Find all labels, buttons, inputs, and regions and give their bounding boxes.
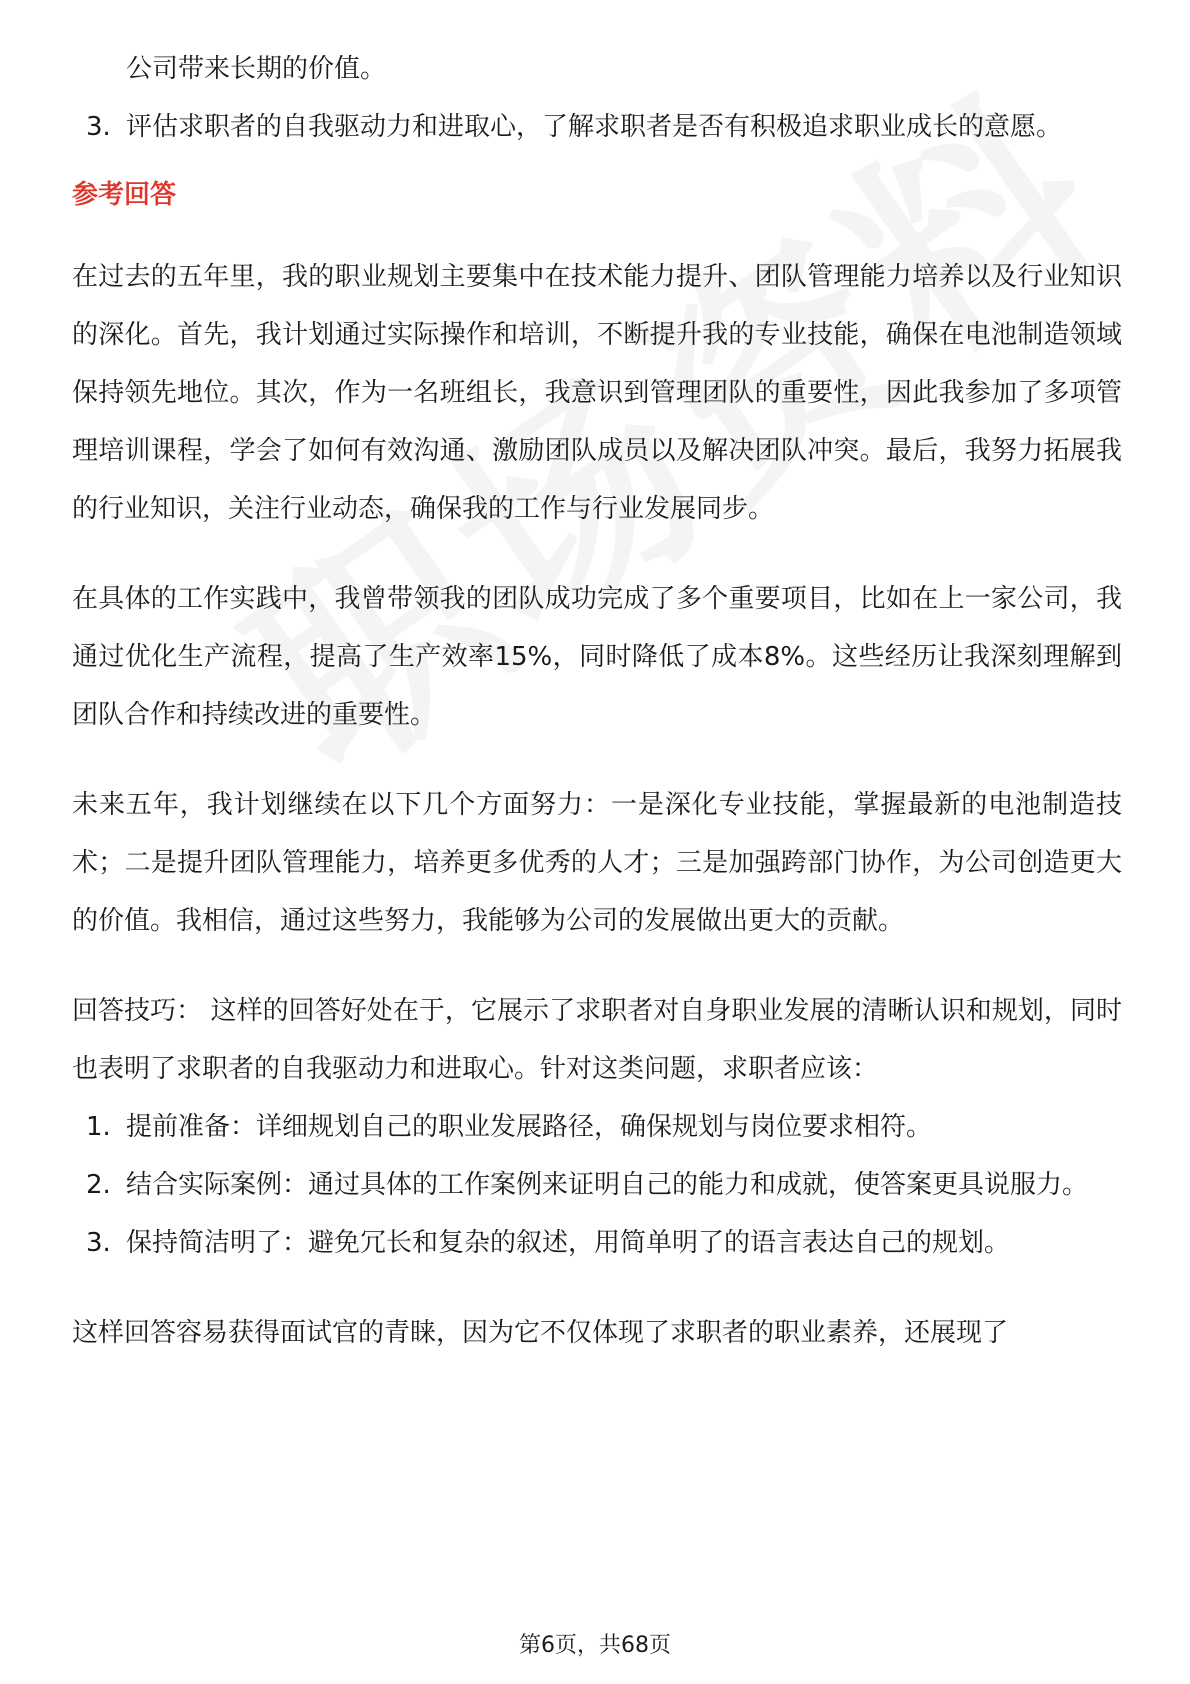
tip-number: 3. <box>86 1228 111 1258</box>
tips-intro: 回答技巧： 这样的回答好处在于，它展示了求职者对自身职业发展的清晰认识和规划，同时也表明了求职者的自我驱动力和进取心。针对这类问题，求职者应该： <box>72 996 1122 1084</box>
tip-item-2 <box>72 1156 1122 1214</box>
page-number: 第6页，共68页 <box>519 1633 671 1658</box>
answer-paragraph-1: 在过去的五年里，我的职业规划主要集中在技术能力提升、团队管理能力培养以及行业知识的深化。首先，我计划通过实际操作和培训，不断提升我的专业技能，确保在电池制造领域保持领先地位。其次，作为一名班组长，我意识到管理团队的重要性，因此我参加了多项管理培训课程，学会了如何有效沟通、激励团队成员以及解决团队冲突。最后，我努力拓展我的行业知识，关注行业动态，确保我的工作与行业发展同步。 <box>72 262 1122 524</box>
tip-number: 2. <box>86 1170 111 1200</box>
tip-text: 提前准备：详细规划自己的职业发展路径，确保规划与岗位要求相符。 <box>126 1112 933 1142</box>
tip-item-1 <box>72 1098 1122 1156</box>
list-item-text: 公司带来长期的价值。 <box>126 54 387 84</box>
page-content <box>72 40 1122 1362</box>
list-item-number: 3. <box>86 112 111 142</box>
closing-paragraph: 这样回答容易获得面试官的青睐，因为它不仅体现了求职者的职业素养，还展现了 <box>72 1318 1009 1348</box>
tip-item-3 <box>72 1214 1122 1272</box>
section-title: 参考回答 <box>72 180 177 210</box>
tip-text: 结合实际案例：通过具体的工作案例来证明自己的能力和成就，使答案更具说服力。 <box>126 1170 1089 1200</box>
tips-list <box>72 1098 1122 1272</box>
answer-paragraph-3: 未来五年，我计划继续在以下几个方面努力：一是深化专业技能，掌握最新的电池制造技术；二是提升团队管理能力，培养更多优秀的人才；三是加强跨部门协作，为公司创造更大的价值。我相信，通过这些努力，我能够为公司的发展做出更大的贡献。 <box>72 790 1122 936</box>
tip-number: 1. <box>86 1112 111 1142</box>
list-item-text: 评估求职者的自我驱动力和进取心，了解求职者是否有积极追求职业成长的意愿。 <box>126 112 1063 142</box>
list-item-continuation <box>72 40 1122 98</box>
answer-paragraph-2: 在具体的工作实践中，我曾带领我的团队成功完成了多个重要项目，比如在上一家公司，我通过优化生产流程，提高了生产效率15%，同时降低了成本8%。这些经历让我深刻理解到团队合作和持续改进的重要性。 <box>72 584 1122 730</box>
tip-text: 保持简洁明了：避免冗长和复杂的叙述，用简单明了的语言表达自己的规划。 <box>126 1228 1011 1258</box>
list-item-3 <box>72 98 1122 156</box>
intro-list <box>72 40 1122 156</box>
